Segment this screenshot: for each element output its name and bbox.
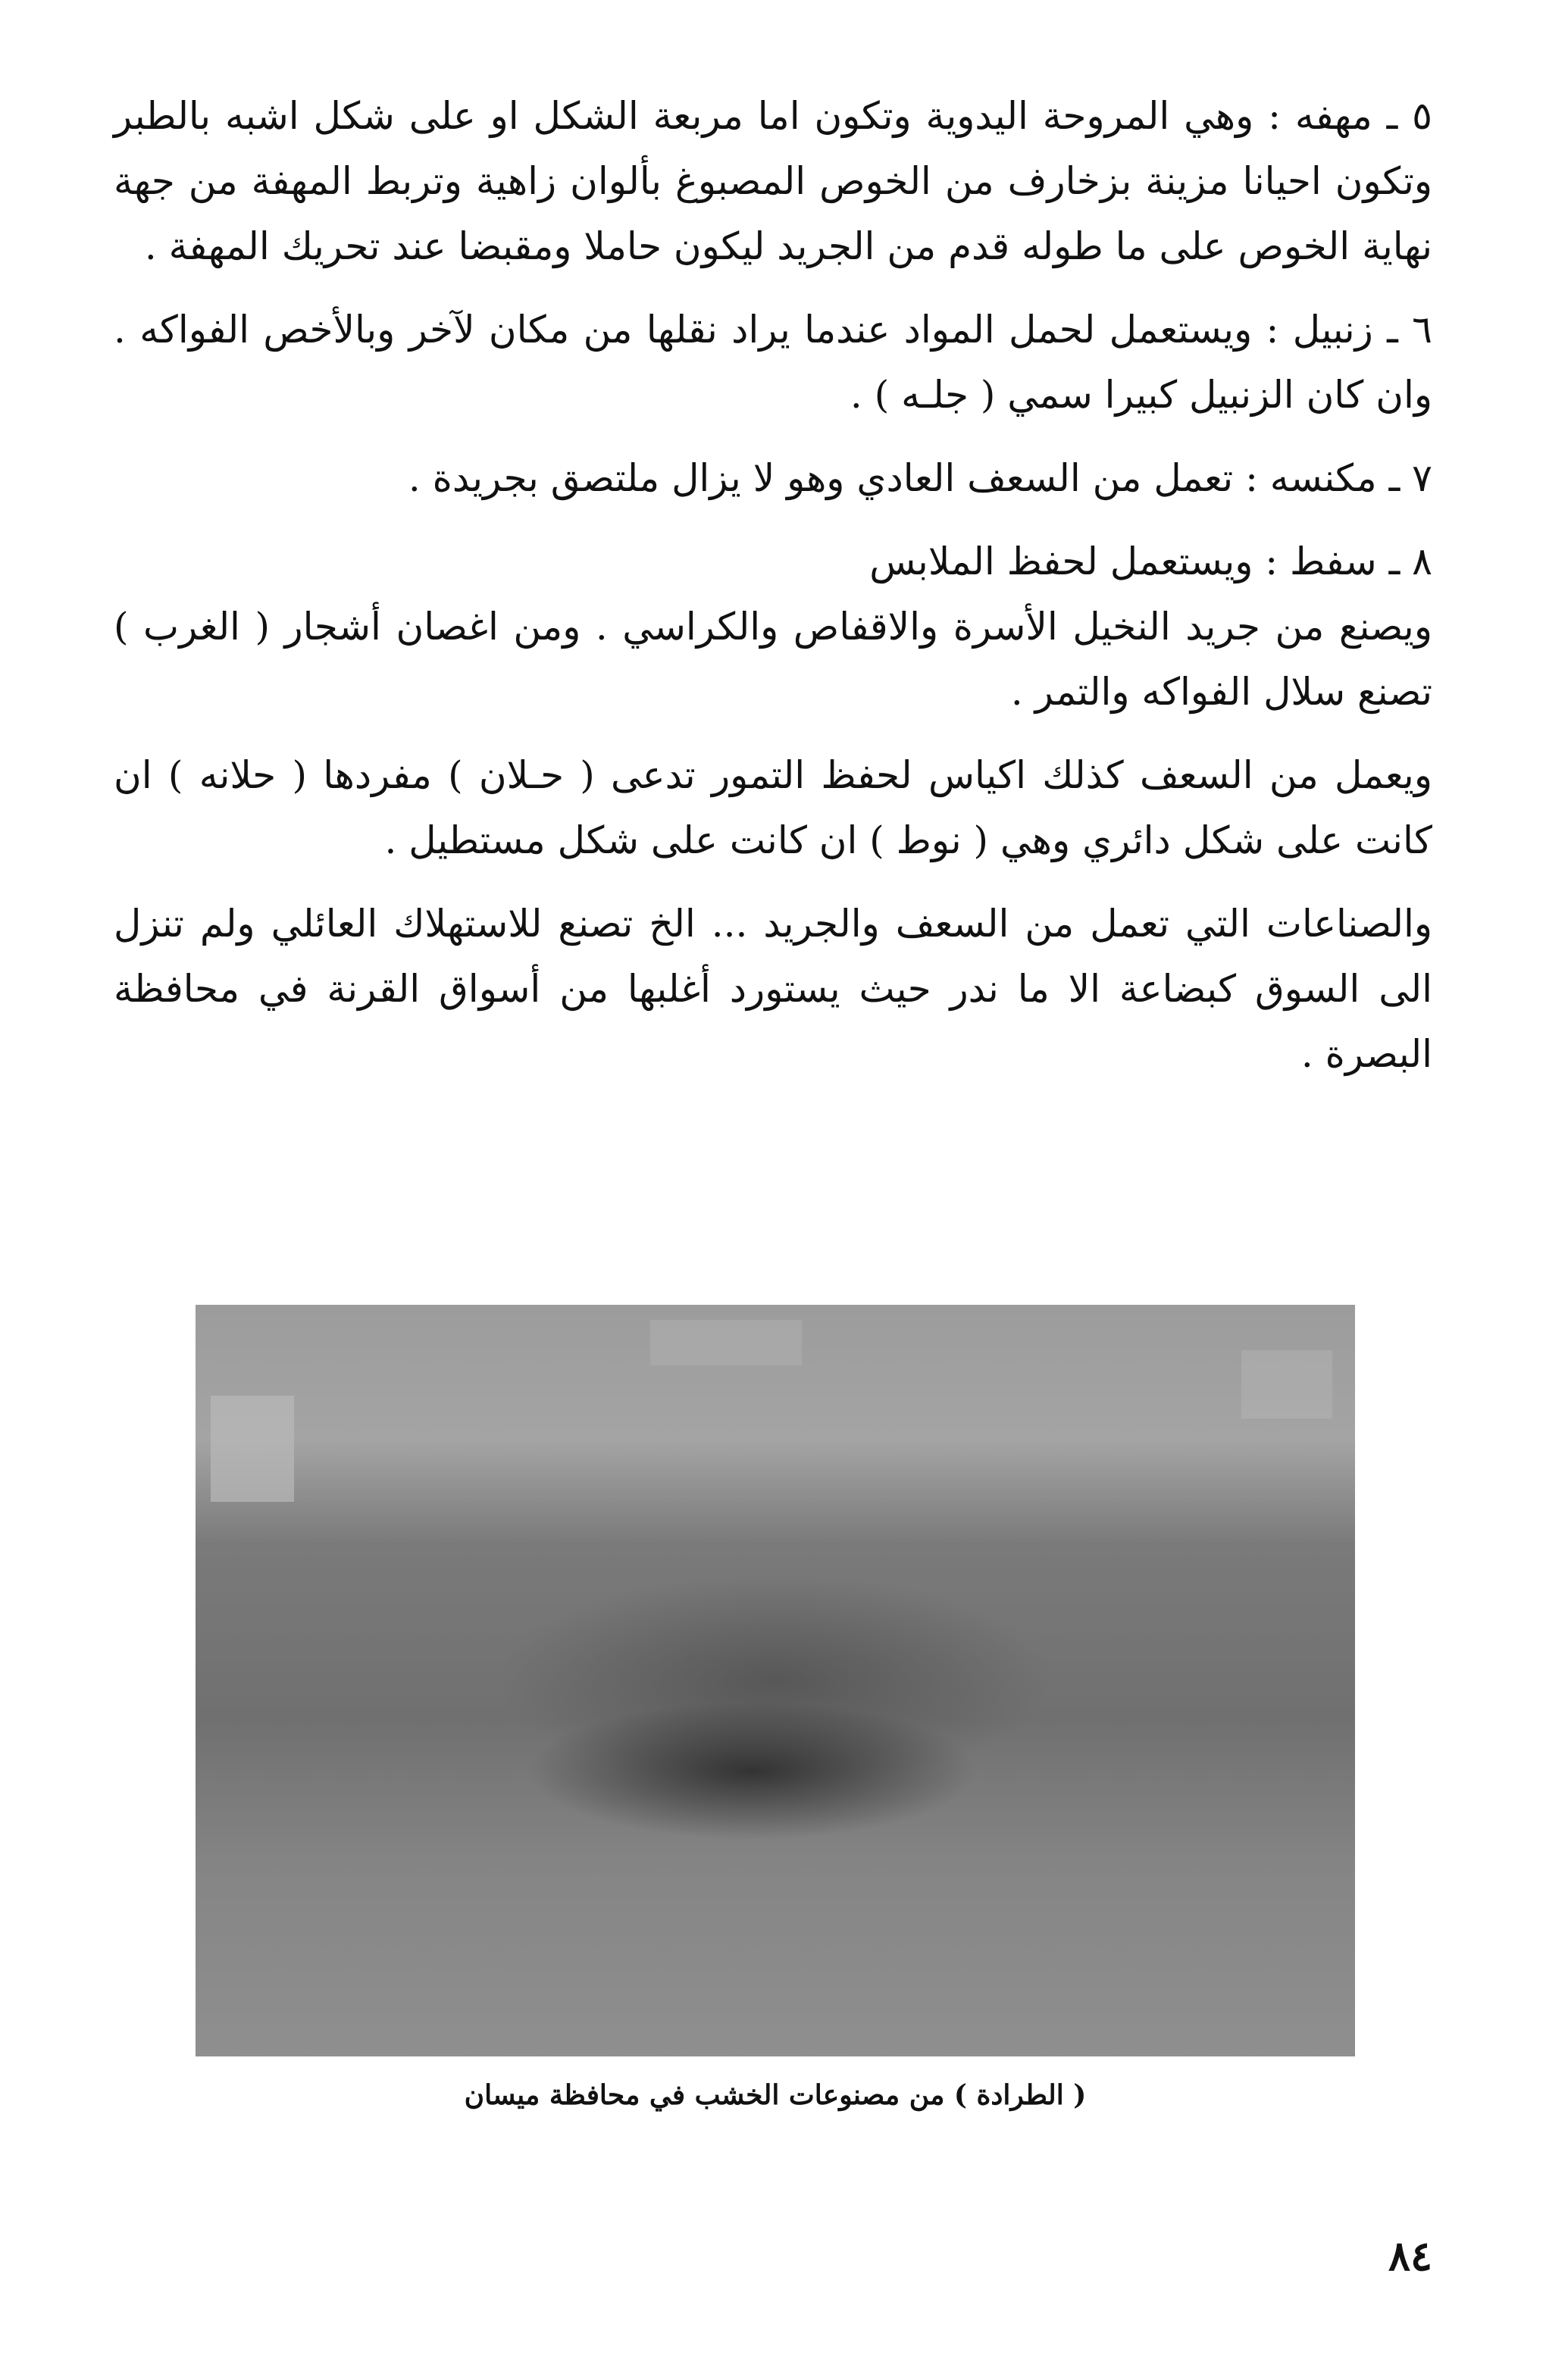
paragraph-item-8: ٨ ـ سفط : ويستعمل لحفظ الملابس <box>869 539 1432 583</box>
tarada-boat-photo <box>196 1305 1355 2056</box>
figure-caption: ( الطرادة ) من مصنوعات الخشب في محافظة ميسان <box>464 2079 1087 2111</box>
paragraph-item-5: ٥ ـ مهفه : وهي المروحة اليدوية وتكون اما مربعة الشكل او على شكل اشبه بالطبر وتكون احيانا مزينة بزخارف من الخوص المصبوغ بألوان زاهية وتربط المهفة من جهة نهاية الخوص على ما طوله قدم من الجريد ليكون حاملا ومقبضا عند تحريك المهفة . <box>114 94 1432 268</box>
paragraph-item-7: ٧ ـ مكنسه : تعمل من السعف العادي وهو لا يزال ملتصق بجريدة . <box>408 456 1432 500</box>
page-body <box>114 83 1432 1105</box>
page-number: ٨٤ <box>1388 2231 1432 2280</box>
paragraph-industries: والصناعات التي تعمل من السعف والجريد ... الخ تصنع للاستهلاك العائلي ولم تنزل الى السوق كبضاعة الا ما ندر حيث يستورد أغلبها من أسواق القرنة في محافظة البصرة . <box>114 902 1432 1076</box>
paragraph-palm-products: ويصنع من جريد النخيل الأسرة والاقفاص والكراسي . ومن اغصان أشجار ( الغرب ) تصنع سلال الفواكه والتمر . <box>114 605 1432 714</box>
paragraph-date-bags: ويعمل من السعف كذلك اكياس لحفظ التمور تدعى ( حـلان ) مفردها ( حلانه ) ان كانت على شكل دائري وهي ( نوط ) ان كانت على شكل مستطيل . <box>114 753 1432 862</box>
paragraph-item-6: ٦ ـ زنبيل : ويستعمل لحمل المواد عندما يراد نقلها من مكان لآخر وبالأخص الفواكه . وان كان الزنبيل كبيرا سمي ( جلـه ) . <box>114 308 1432 417</box>
